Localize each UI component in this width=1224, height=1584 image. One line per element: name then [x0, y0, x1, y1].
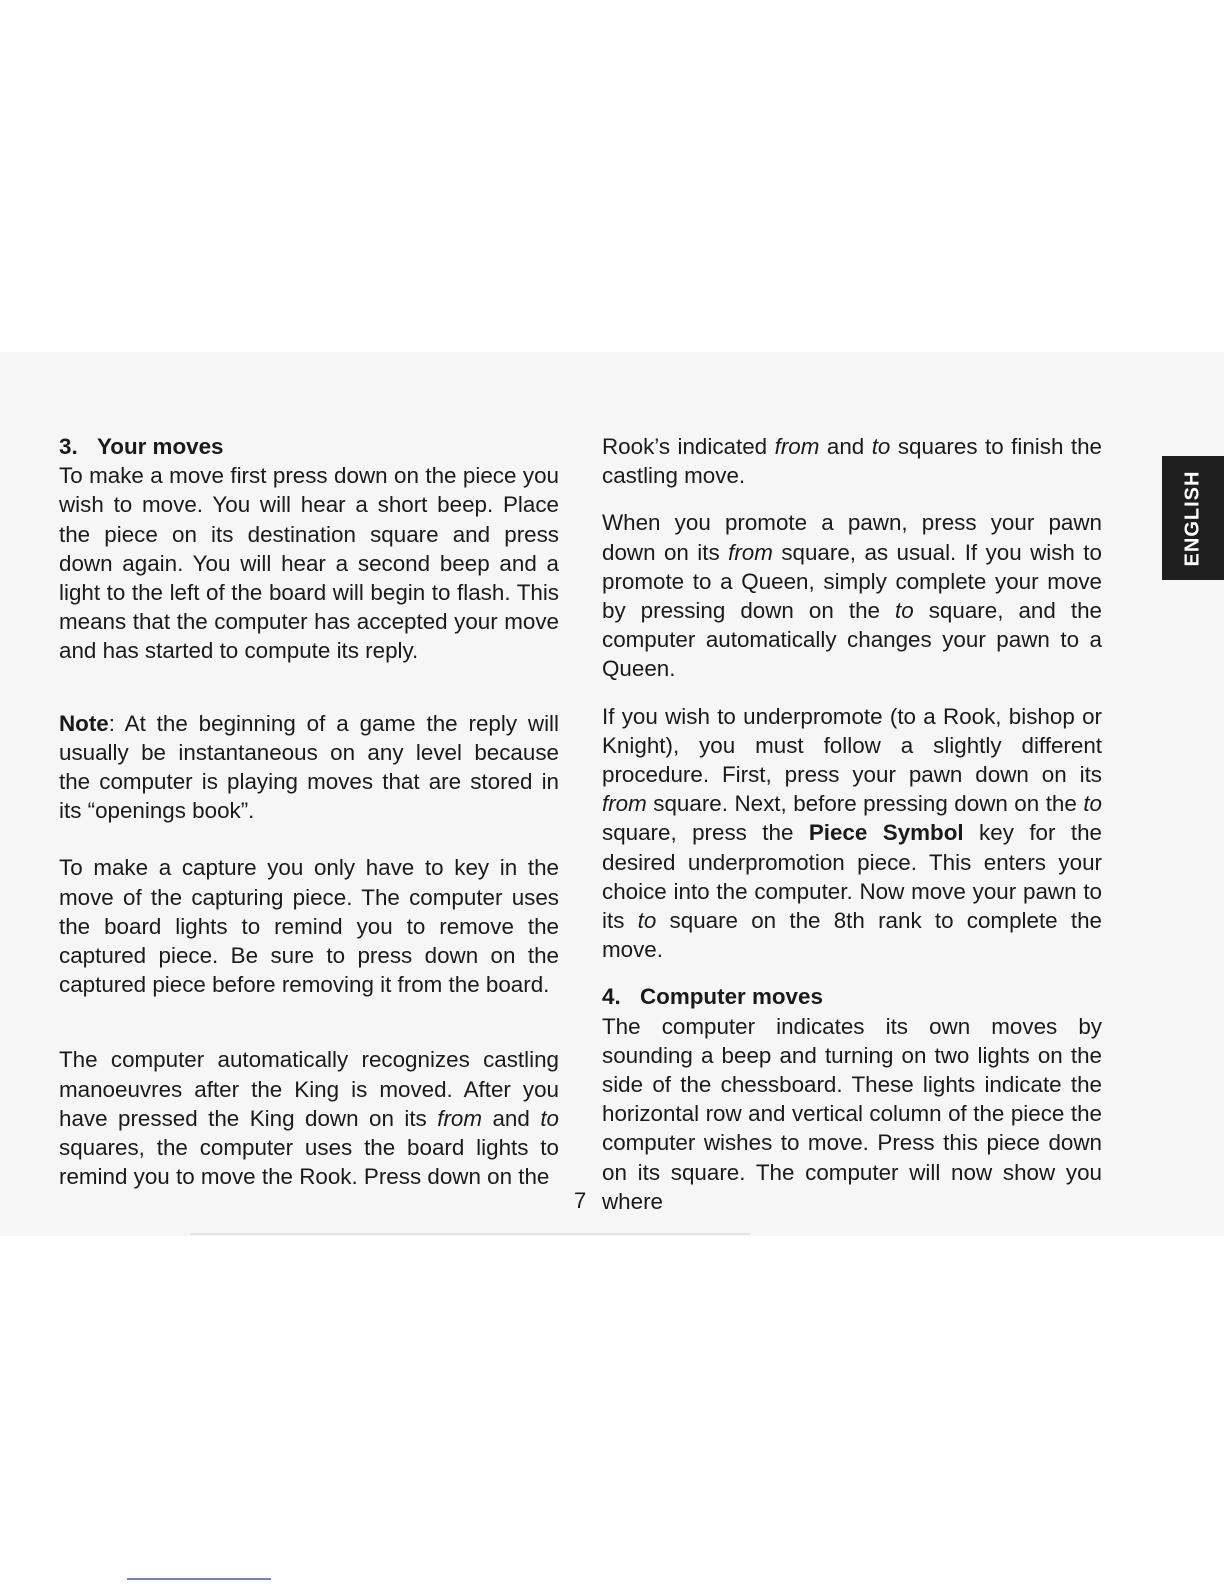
under-to: to [1083, 791, 1102, 817]
page-number: 7 [574, 1188, 587, 1213]
under-text-e: square on the 8th rank to complete the move. [602, 908, 1102, 963]
promotion-paragraph [602, 508, 1102, 683]
capture-paragraph: To make a capture you only have to key in the move of the capturing piece. The computer uses the board lights to remind you to remove the captured piece. Be sure to press down on the captured piece before removing it from the board. [59, 855, 559, 998]
left-column [59, 432, 559, 1191]
section-4-heading [602, 982, 1102, 1011]
castling-text-b: and [482, 1105, 541, 1131]
language-tab-label: ENGLISH [1181, 470, 1204, 566]
section-3-heading [59, 432, 559, 461]
castling-text-a: The computer automatically recognizes castling manoeuvres after the King is moved. After you have pressed the King down on its [59, 1047, 559, 1131]
scan-artifact-line [127, 1578, 271, 1580]
promote-to: to [895, 598, 914, 624]
scan-edge-line [190, 1233, 750, 1235]
section-3-number: 3. [59, 434, 78, 459]
rook-text-c: squares to finish the castling move. [602, 434, 1102, 489]
under-text-d: key for the desired underpromotion piece. This enters your choice into the computer. Now move your pawn to its [602, 820, 1102, 934]
under-to-2: to [637, 908, 657, 934]
promote-text-c: square, and the computer automatically changes your pawn to a Queen. [602, 598, 1102, 682]
your-moves-paragraph: To make a move first press down on the piece you wish to move. You will hear a short beep. Place the piece on its destination square and press down again. You will hear a second beep and a light to the left of the board will begin to flash. This means that the computer has accepted your move and has started to compute its reply. [59, 463, 559, 664]
rook-text-a: Rook’s indicated [602, 434, 775, 459]
section-4-title: Computer moves [640, 984, 823, 1010]
note-label: Note [59, 710, 109, 736]
section-3-title: Your moves [97, 434, 224, 459]
right-column [602, 432, 1102, 1216]
under-from: from [602, 791, 647, 817]
rook-text-b: and [819, 434, 872, 459]
castling-paragraph [59, 1045, 559, 1191]
piece-symbol-key-label: Piece Symbol [808, 820, 964, 846]
under-text-c: square, press the [602, 820, 809, 846]
note-text: : At the beginning of a game the reply will usually be instantaneous on any level because the computer is playing moves that are stored in its “openings book”. [59, 710, 559, 824]
underpromotion-paragraph [602, 702, 1102, 965]
under-text-b: square. Next, before pressing down on the [646, 791, 1084, 817]
section-4-number: 4. [602, 984, 621, 1010]
castling-from: from [437, 1105, 483, 1131]
rook-from: from [774, 434, 820, 459]
promote-text-b: square, as usual. If you wish to promote to a Queen, simply complete your move by pressing down on the [602, 539, 1102, 624]
promote-from: from [728, 539, 773, 565]
note-paragraph [59, 709, 559, 826]
castling-text-c: squares, the computer uses the board lights to remind you to move the Rook. Press down on the [59, 1135, 559, 1190]
under-text-a: If you wish to underpromote (to a Rook, bishop or Knight), you must follow a slightly different procedure. First, press your pawn down on its [602, 703, 1102, 788]
language-tab [1162, 456, 1224, 580]
rook-to: to [871, 434, 891, 459]
castling-to: to [540, 1105, 559, 1131]
promote-text-a: When you promote a pawn, press your pawn down on its [602, 510, 1102, 565]
computer-moves-paragraph: The computer indicates its own moves by sounding a beep and turning on two lights on the side of the chessboard. These lights indicate the horizontal row and vertical column of the piece the computer wishes to move. Press this piece down on its square. The computer will now show you where [602, 1013, 1102, 1214]
castling-continued-paragraph [602, 432, 1102, 490]
